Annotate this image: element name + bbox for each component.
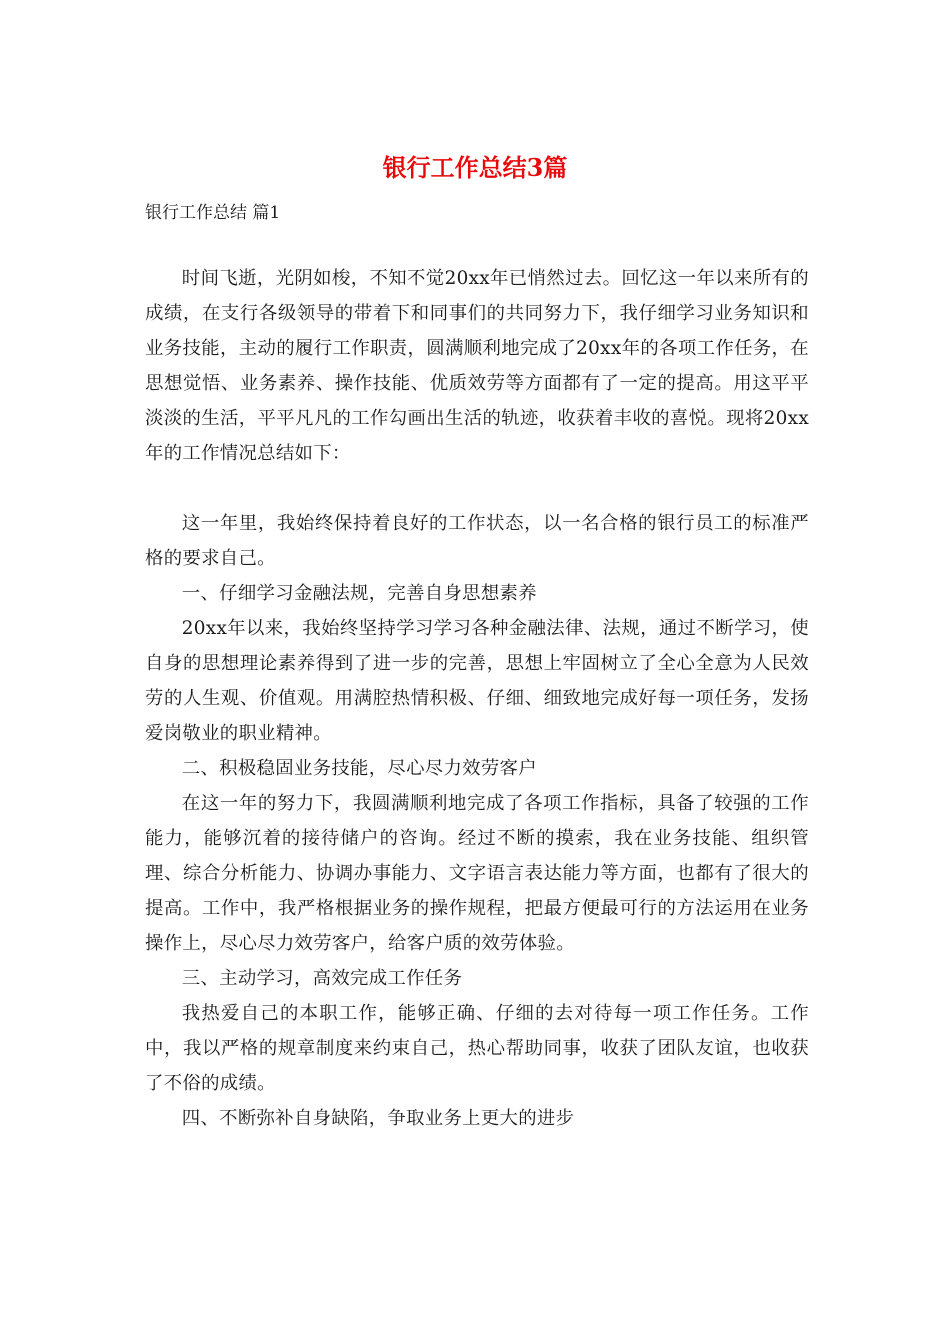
section-heading: 银行工作总结 篇1 [145,203,281,223]
paragraph-intro: 时间飞逝，光阴如梭，不知不觉20xx年已悄然过去。回忆这一年以来所有的成绩，在支行各级领导的带着下和同事们的共同努力下，我仔细学习业务知识和业务技能，主动的履行工作职责，圆满顺利地完成了20xx年的各项工作任务，在思想觉悟、业务素养、操作技能、优质效劳等方面都有了一定的提高。用这平平淡淡的生活，平平凡凡的工作勾画出生活的轨迹，收获着丰收的喜悦。现将20xx年的工作情况总结如下： [145,268,809,464]
paragraph-point-2: 在这一年的努力下，我圆满顺利地完成了各项工作指标，具备了较强的工作能力，能够沉着的接待储户的咨询。经过不断的摸索，我在业务技能、组织管理、综合分析能力、协调办事能力、文字语言表达能力等方面，也都有了很大的提高。工作中，我严格根据业务的操作规程，把最方便最可行的方法运用在业务操作上，尽心尽力效劳客户，给客户质的效劳体验。 [145,793,809,954]
document-body [145,261,809,1136]
paragraph-point-3: 我热爱自己的本职工作，能够正确、仔细的去对待每一项工作任务。工作中，我以严格的规章制度来约束自己，热心帮助同事，收获了团队友谊，也收获了不俗的成绩。 [145,1003,809,1094]
paragraph-point-1: 20xx年以来，我始终坚持学习学习各种金融法律、法规，通过不断学习，使自身的思想理论素养得到了进一步的完善，思想上牢固树立了全心全意为人民效劳的人生观、价值观。用满腔热情积极、仔细、细致地完成好每一项任务，发扬爱岗敬业的职业精神。 [145,618,809,744]
document-title: 银行工作总结3篇 [382,153,568,182]
point-heading-2: 二、积极稳固业务技能，尽心尽力效劳客户 [181,758,537,779]
paragraph-overview: 这一年里，我始终保持着良好的工作状态，以一名合格的银行员工的标准严格的要求自己。 [145,513,809,569]
point-heading-3: 三、主动学习，高效完成工作任务 [181,968,463,989]
point-heading-1: 一、仔细学习金融法规，完善自身思想素养 [181,583,537,604]
point-heading-4: 四、不断弥补自身缺陷，争取业务上更大的进步 [181,1108,575,1129]
